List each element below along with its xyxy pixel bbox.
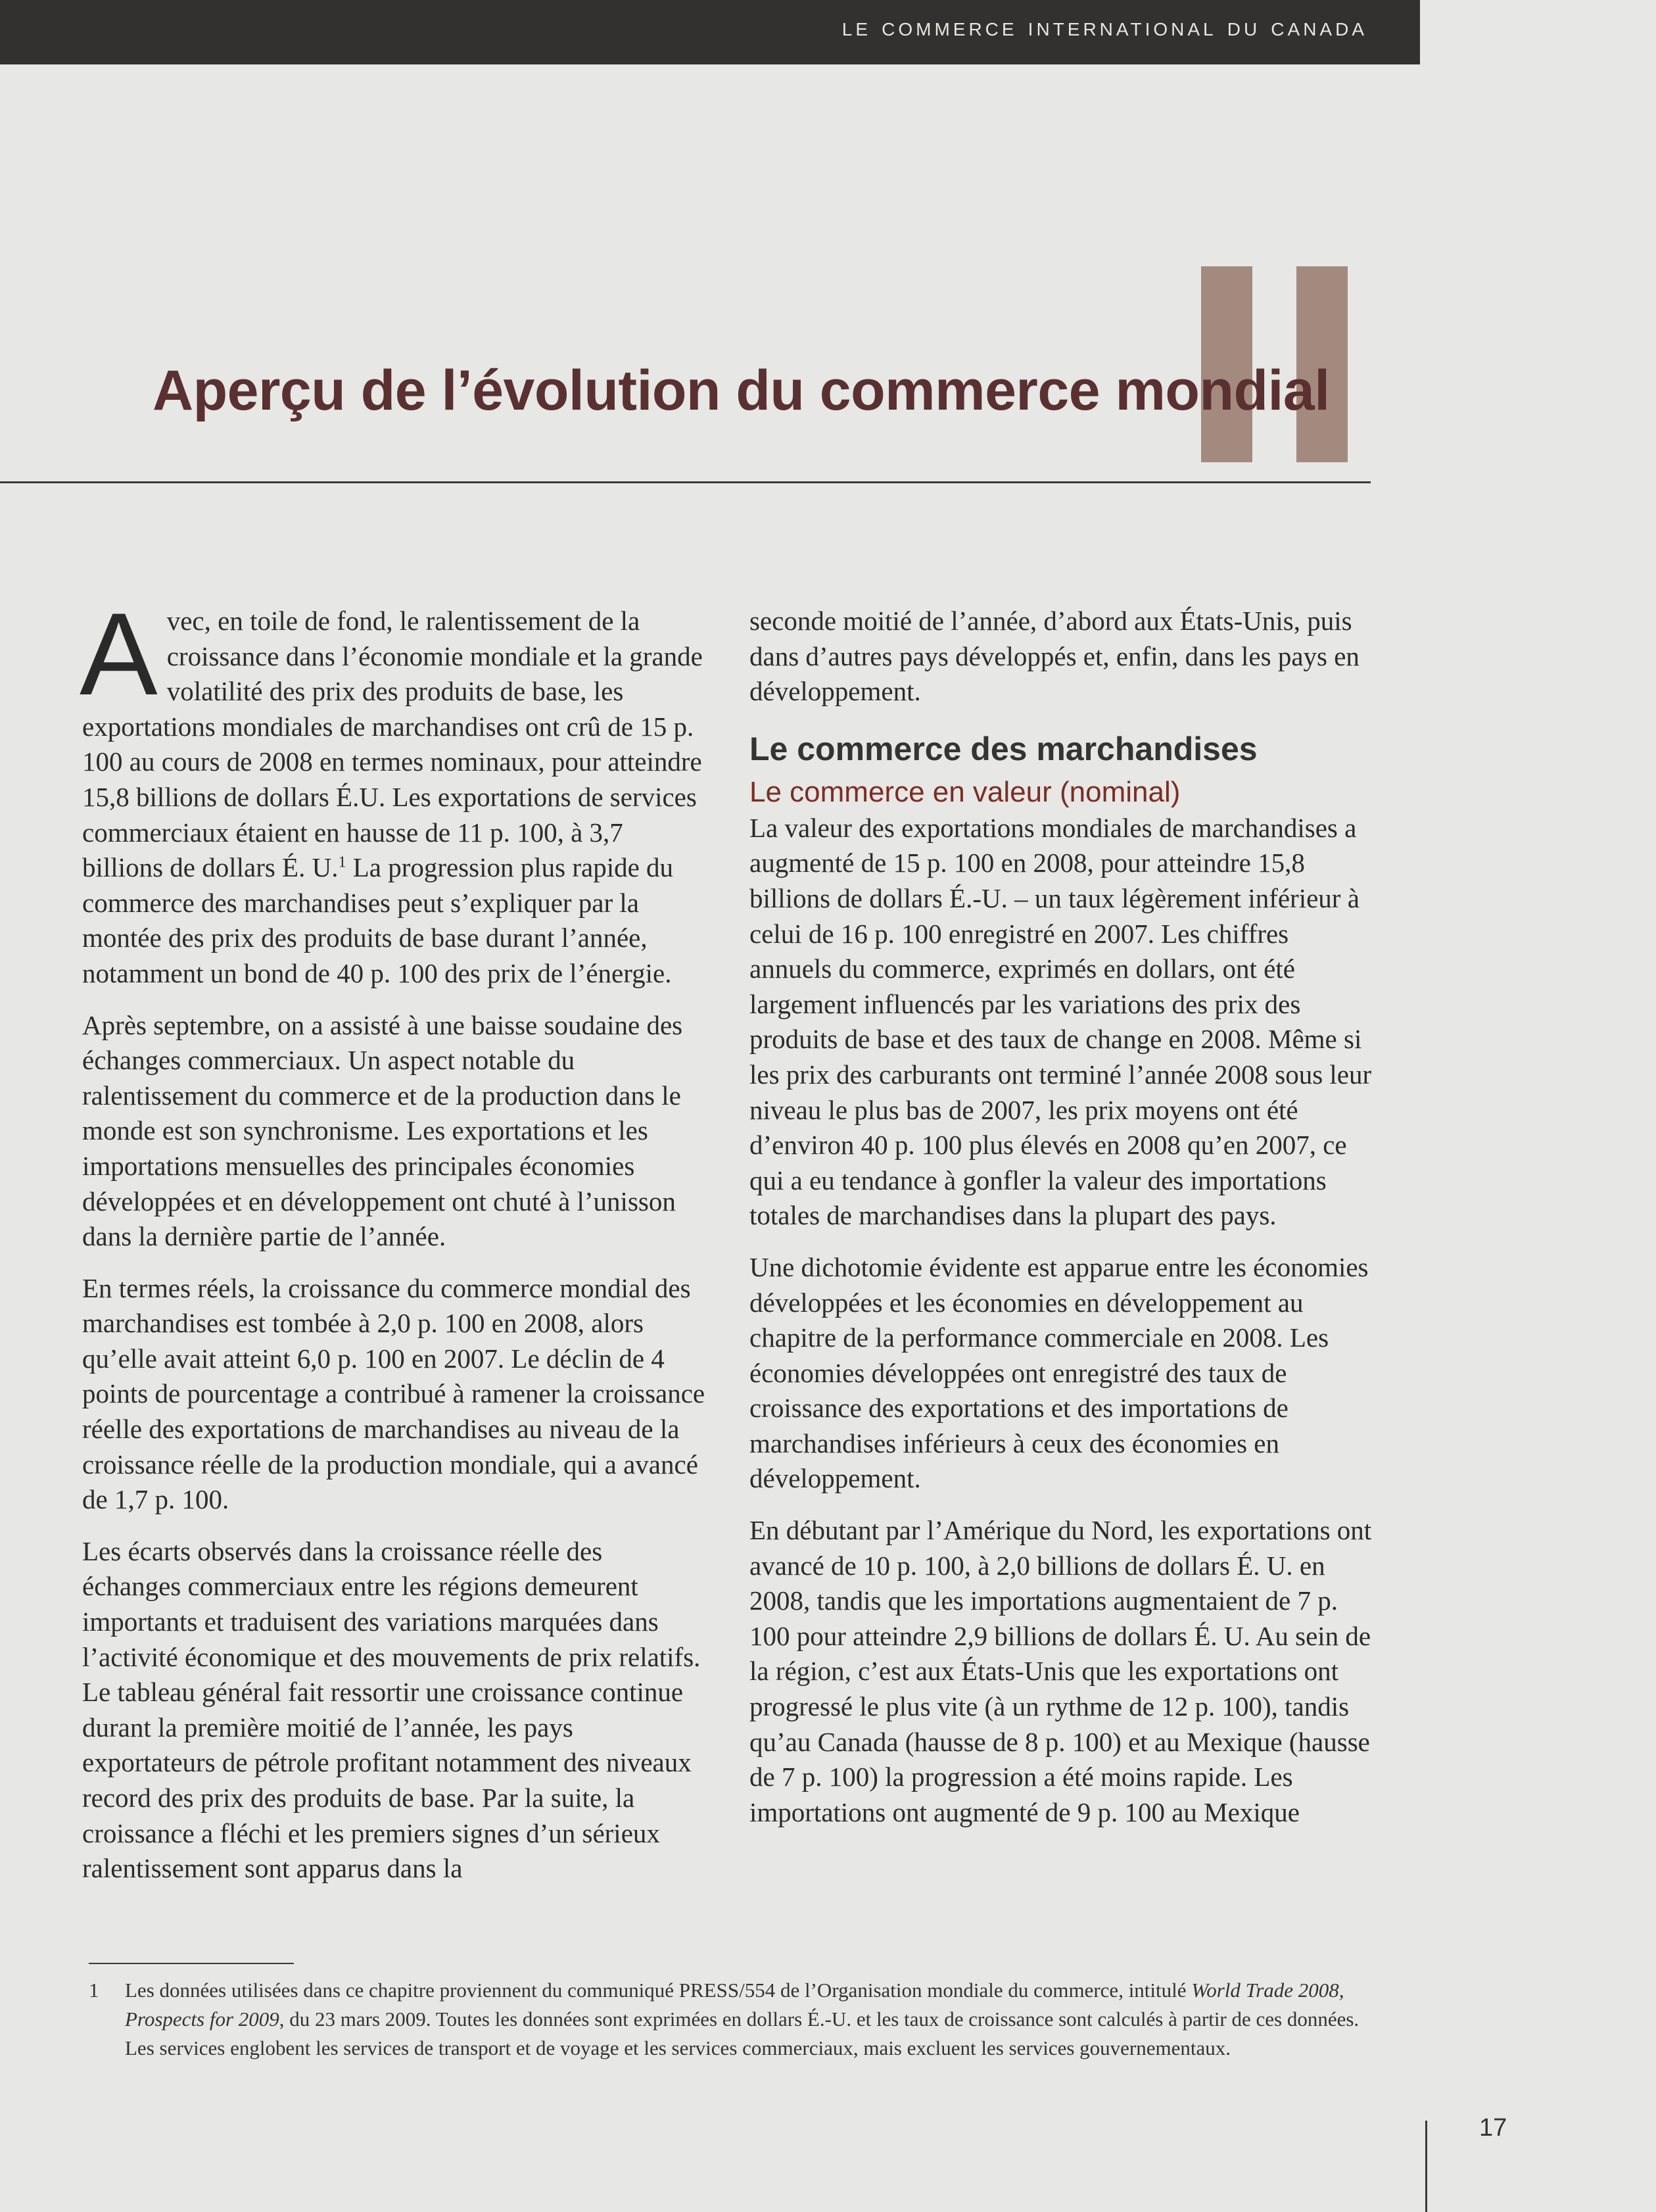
chapter-title: Aperçu de l’évolution du commerce mondial: [153, 359, 1330, 422]
paragraph-continuation: seconde moitié de l’année, d’abord aux États-Unis, puis dans d’autres pays développés et, enfin, dans les pays en développement.: [749, 606, 1360, 707]
header-bar: [0, 0, 1420, 64]
intro-text-start: vec, en toile de fond, le ralentissement de la croissance dans l’économie mondiale et la grande volatilité des prix des produits de base, les exportations mondiales de marchandises ont crû de 15 p. 100 au cours de 2008 en termes nominaux, pour atteindre 15,8 billions de dollars É.U. Les exportations de services commerciaux étaient en hausse de 11 p. 100, à 3,7 billions de dollars É. U.: [82, 606, 703, 883]
footnote-number: 1: [89, 1979, 99, 2002]
paragraph-regional-gaps: Les écarts observés dans la croissance réelle des échanges commerciaux entre les régions demeurent importants et traduisent des variations marquées dans l’activité économique et des mouvements de prix relatifs. Le tableau général fait ressortir une croissance continue durant la première moitié de l’année, les pays exportateurs de pétrole profitant notamment des niveaux record des prix des produits de base. Par la suite, la croissance a fléchi et les premiers signes d’un sérieux ralentissement sont apparus dans la: [82, 1535, 701, 1884]
footnote-ref: 1: [338, 854, 346, 871]
paragraph-north-america: En débutant par l’Amérique du Nord, les exportations ont avancé de 10 p. 100, à 2,0 billions de dollars É. U. en 2008, tandis que les importations augmentaient de 7 p. 100 pour atteindre 2,9 billions de dollars É. U. Au sein de la région, c’est aux États-Unis que les exportations ont progressé le plus vite (à un rythme de 12 p. 100), tandis qu’au Canada (hausse de 8 p. 100) et au Mexique (hausse de 7 p. 100) la progression a été moins rapide. Les importations ont augmenté de 9 p. 100 au Mexique: [749, 1515, 1372, 1827]
drop-cap: A: [80, 589, 158, 719]
right-column: [749, 604, 1374, 1846]
paragraph-dichotomy: Une dichotomie évidente est apparue entre les économies développées et les économies en développement au chapitre de la performance commerciale en 2008. Les économies développées ont enregistré des taux de croissance des exportations et des importations de marchandises inférieurs à ceux des économies en développement.: [749, 1251, 1369, 1494]
page-number-rule: [1425, 2121, 1427, 2212]
section-heading: Le commerce des marchandises: [749, 730, 1258, 767]
footnote-text-b: , du 23 mars 2009. Toutes les données sont exprimées en dollars É.-U. et les taux de croissance sont calculés à partir de ces données. Les services englobent les services de transport et de voyage et les services commerciaux, mais excluent les services gouvernementaux.: [125, 2008, 1360, 2059]
paragraph-nominal-value: La valeur des exportations mondiales de marchandises a augmenté de 15 p. 100 en 2008, pour atteindre 15,8 billions de dollars É.-U. – un taux légèrement inférieur à celui de 16 p. 100 enregistré en 2007. Les chiffres annuels du commerce, exprimés en dollars, ont été largement influencés par les variations des prix des produits de base et des taux de change en 2008. Même si les prix des carburants ont terminé l’année 2008 sous leur niveau le plus bas de 2007, les prix moyens ont été d’environ 40 p. 100 plus élevés en 2008 qu’en 2007, ce qui a eu tendance à gonfler la valeur des importations totales de marchandises dans la plupart des pays.: [749, 812, 1372, 1231]
left-column: [80, 589, 707, 1903]
title-rule: [0, 481, 1371, 483]
subsection-heading: Le commerce en valeur (nominal): [749, 775, 1181, 808]
footnote-publication-title: World Trade 2008, Prospects for 2009: [125, 1979, 1344, 2031]
footnote-rule: [89, 1963, 294, 1964]
footnote-text-a: Les données utilisées dans ce chapitre proviennent du communiqué PRESS/554 de l’Organisation mondiale du commerce, intitulé: [125, 1979, 1192, 2002]
footnote-text: [125, 1976, 1371, 2063]
paragraph-intro: [80, 589, 707, 992]
page-number: 17: [1479, 2114, 1507, 2142]
paragraph-real-terms: En termes réels, la croissance du commerce mondial des marchandises est tombée à 2,0 p. 100 en 2008, alors qu’elle avait atteint 6,0 p. 100 en 2007. Le déclin de 4 points de pourcentage a contribué à ramener la croissance réelle des exportations de marchandises au niveau de la croissance réelle de la production mondiale, qui a avancé de 1,7 p. 100.: [82, 1272, 705, 1515]
paragraph-september: Après septembre, on a assisté à une baisse soudaine des échanges commerciaux. Un aspect notable du ralentissement du commerce et de la production dans le monde est son synchronisme. Les exportations et les importations mensuelles des principales économies développées et en développement ont chuté à l’unisson dans la dernière partie de l’année.: [82, 1009, 683, 1252]
intro-text-end: La progression plus rapide du commerce des marchandises peut s’expliquer par la montée des prix des produits de base durant l’année, notamment un bond de 40 p. 100 des prix de l’énergie.: [82, 852, 674, 988]
footnote: [89, 1976, 1371, 2063]
running-title: le commerce international du canada: [841, 12, 1367, 41]
